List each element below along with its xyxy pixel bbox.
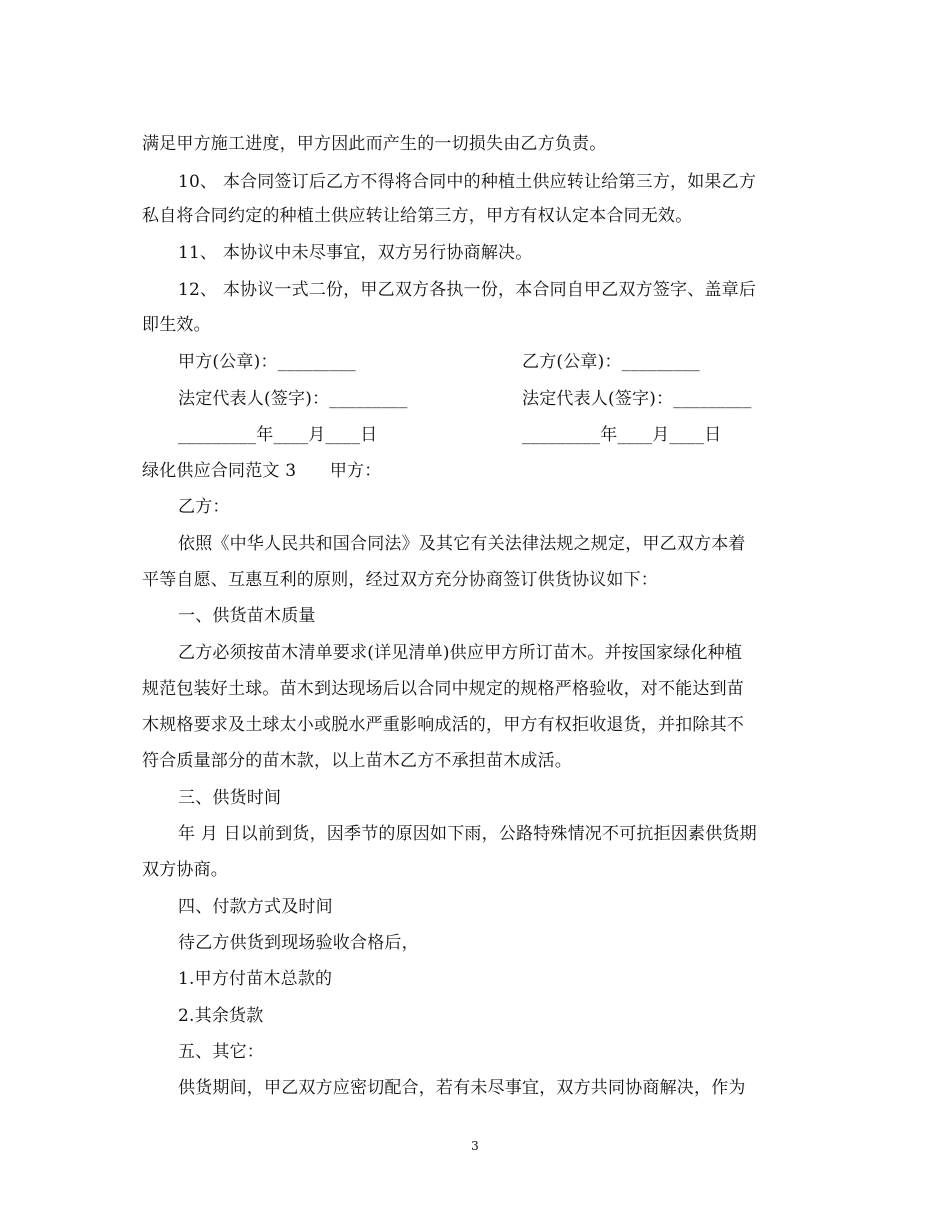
delivery-line-1: 年 月 日以前到货，因季节的原因如下雨，公路特殊情况不可抗拒因素供货期 (178, 824, 757, 844)
party-a-representative-field: 法定代表人(签字)：_________ (178, 389, 408, 409)
preamble-line-1: 依照《中华人民共和国合同法》及其它有关法律法规之规定，甲乙双方本着 (178, 534, 746, 554)
other-line-1: 供货期间，甲乙双方应密切配合，若有未尽事宜，双方共同协商解决，作为 (178, 1078, 746, 1098)
party-b-seal-field: 乙方(公章)：_________ (522, 352, 700, 372)
party-a-date-field: _________年____月____日 (178, 425, 378, 445)
text-line: 满足甲方施工进度，甲方因此而产生的一切损失由乙方负责。 (142, 134, 607, 154)
delivery-line-2: 双方协商。 (142, 860, 228, 880)
payment-line-1: 待乙方供货到现场验收合格后， (178, 933, 419, 953)
heading-other: 五、其它： (178, 1042, 264, 1062)
party-b-date-field: _________年____月____日 (522, 425, 722, 445)
heading-payment: 四、付款方式及时间 (178, 897, 333, 917)
preamble-line-2: 平等自愿、互惠互利的原则，经过双方充分协商签订供货协议如下： (142, 570, 658, 590)
heading-delivery-time: 三、供货时间 (178, 788, 282, 808)
clause-12-line-1: 12、 本协议一式二份，甲乙双方各执一份，本合同自甲乙双方签字、盖章后 (178, 280, 757, 300)
party-b-label: 乙方： (178, 497, 230, 517)
quality-line-3: 木规格要求及土球太小或脱水严重影响成活的，甲方有权拒收退货，并扣除其不 (142, 715, 744, 735)
page-number: 3 (471, 1139, 479, 1153)
quality-line-2: 规范包装好土球。苗木到达现场后以合同中规定的规格严格验收，对不能达到苗 (142, 679, 744, 699)
payment-item-2: 2.其余货款 (178, 1006, 264, 1026)
section-title: 绿化供应合同范文 3 甲方： (142, 461, 382, 481)
clause-11: 11、 本协议中未尽事宜，双方另行协商解决。 (178, 243, 533, 263)
party-a-seal-field: 甲方(公章)：_________ (178, 352, 356, 372)
quality-line-4: 符合质量部分的苗木款，以上苗木乙方不承担苗木成活。 (142, 751, 572, 771)
clause-10-line-1: 10、 本合同签订后乙方不得将合同中的种植土供应转让给第三方，如果乙方 (178, 172, 757, 192)
quality-line-1: 乙方必须按苗木清单要求(详见清单)供应甲方所订苗木。并按国家绿化种植 (178, 643, 743, 663)
party-b-representative-field: 法定代表人(签字)：_________ (522, 389, 752, 409)
heading-quality: 一、供货苗木质量 (178, 606, 316, 626)
clause-10-line-2: 私自将合同约定的种植土供应转让给第三方，甲方有权认定本合同无效。 (142, 206, 693, 226)
clause-12-line-2: 即生效。 (142, 315, 211, 335)
payment-item-1: 1.甲方付苗木总款的 (178, 969, 333, 989)
